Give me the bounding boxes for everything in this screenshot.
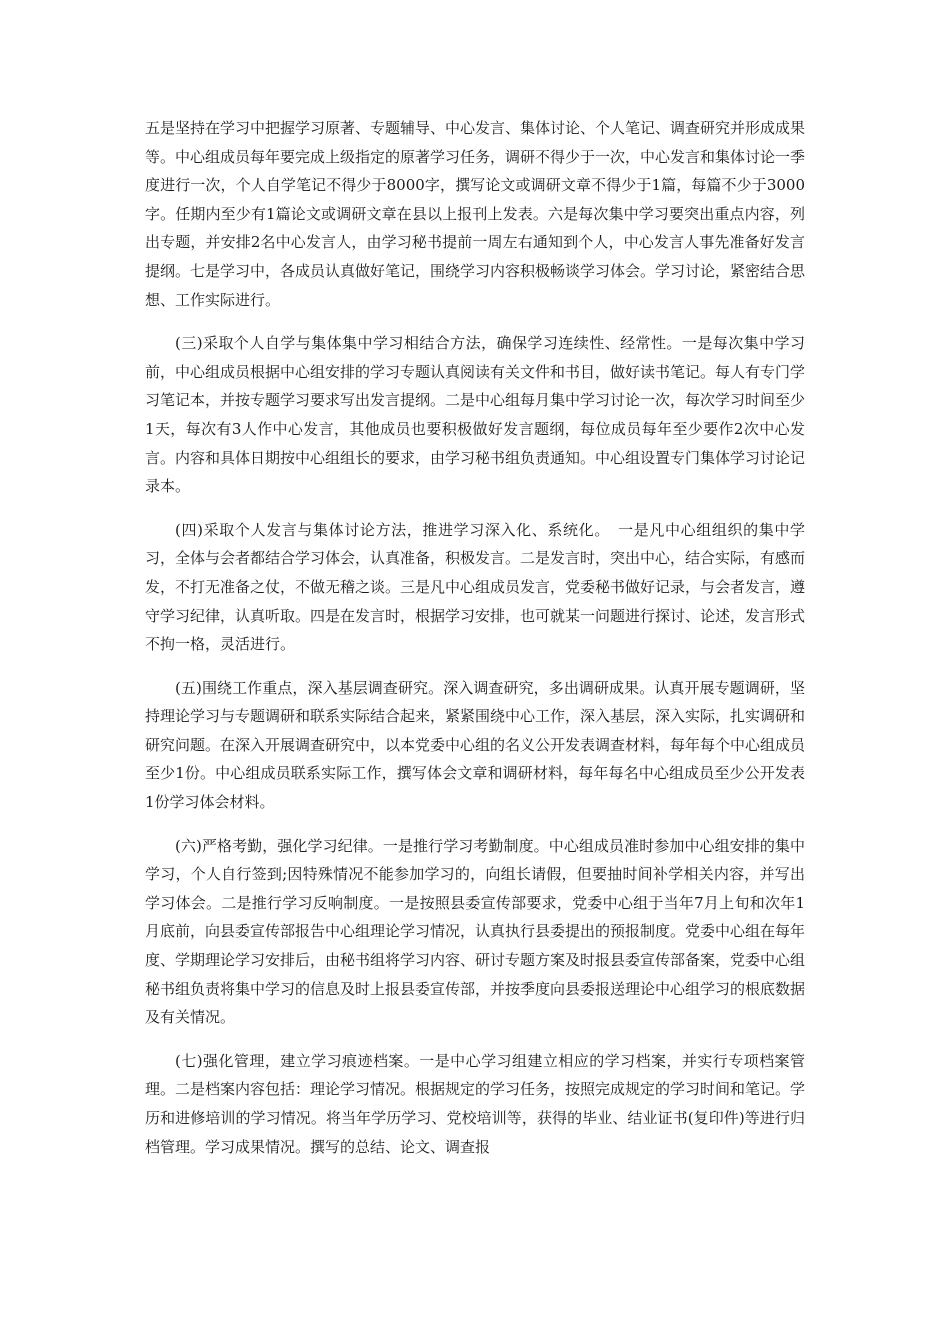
paragraph-section-5: (五)围绕工作重点，深入基层调查研究。深入调查研究，多出调研成果。认真开展专题调研，坚持理论学习与专题调研和联系实际结合起来，紧紧围绕中心工作，深入基层，深入实际，扎实调研和研究问题。在深入开展调查研究中，以本党委中心组的名义公开发表调查材料，每年每个中心组成员至少1份。中心组成员联系实际工作，撰写体会文章和调研材料，每年每名中心组成员至少公开发表1份学习体会材料。 (145, 678, 806, 812)
document-page (145, 114, 805, 1176)
paragraph-section-6: (六)严格考勤，强化学习纪律。一是推行学习考勤制度。中心组成员准时参加中心组安排的集中学习，个人自行签到;因特殊情况不能参加学习的，向组长请假，但要抽时间补学相关内容，并写出学习体会。二是推行学习反响制度。一是按照县委宣传部要求，党委中心组于当年7月上旬和次年1月底前，向县委宣传部报告中心组理论学习情况，认真执行县委提出的预报制度。党委中心组在每年度、学期理论学习安排后，由秘书组将学习内容、研讨专题方案及时报县委宣传部备案，党委中心组秘书组负责将集中学习的信息及时上报县委宣传部，并按季度向县委报送理论中心组学习的根底数据及有关情况。 (145, 836, 806, 1027)
paragraph-section-4: (四)采取个人发言与集体讨论方法，推进学习深入化、系统化。 一是凡中心组组织的集中学习，全体与会者都结合学习体会，认真准备，积极发言。二是发言时，突出中心，结合实际，有感而发，不打无准备之仗，不做无稽之谈。三是凡中心组成员发言，党委秘书做好记录，与会者发言，遵守学习纪律，认真听取。四是在发言时，根据学习安排，也可就某一问题进行探讨、论述，发言形式不拘一格，灵活进行。 (145, 520, 806, 654)
paragraph-section-3: (三)采取个人自学与集体集中学习相结合方法，确保学习连续性、经常性。一是每次集中学习前，中心组成员根据中心组安排的学习专题认真阅读有关文件和书目，做好读书笔记。每人有专门学习笔记本，并按专题学习要求写出发言提纲。二是中心组每月集中学习讨论一次，每次学习时间至少1天，每次有3人作中心发言，其他成员也要积极做好发言题纲，每位成员每年至少要作2次中心发言。内容和具体日期按中心组组长的要求，由学习秘书组负责通知。中心组设置专门集体学习讨论记录本。 (145, 334, 806, 496)
paragraph-continuation: 五是坚持在学习中把握学习原著、专题辅导、中心发言、集体讨论、个人笔记、调查研究并形成成果等。中心组成员每年要完成上级指定的原著学习任务，调研不得少于一次，中心发言和集体讨论一季度进行一次，个人自学笔记不得少于8000字，撰写论文或调研文章不得少于1篇，每篇不少于3000字。任期内至少有1篇论文或调研文章在县以上报刊上发表。六是每次集中学习要突出重点内容，列出专题，并安排2名中心发言人，由学习秘书提前一周左右通知到个人，中心发言人事先准备好发言提纲。七是学习中，各成员认真做好笔记，围绕学习内容积极畅谈学习体会。学习讨论，紧密结合思想、工作实际进行。 (145, 119, 806, 309)
paragraph-section-7: (七)强化管理，建立学习痕迹档案。一是中心学习组建立相应的学习档案，并实行专项档案管理。二是档案内容包括：理论学习情况。根据规定的学习任务，按照完成规定的学习时间和笔记。学历和进修培训的学习情况。将当年学历学习、党校培训等，获得的毕业、结业证书(复印件)等进行归档管理。学习成果情况。撰写的总结、论文、调查报 (145, 1051, 806, 1156)
